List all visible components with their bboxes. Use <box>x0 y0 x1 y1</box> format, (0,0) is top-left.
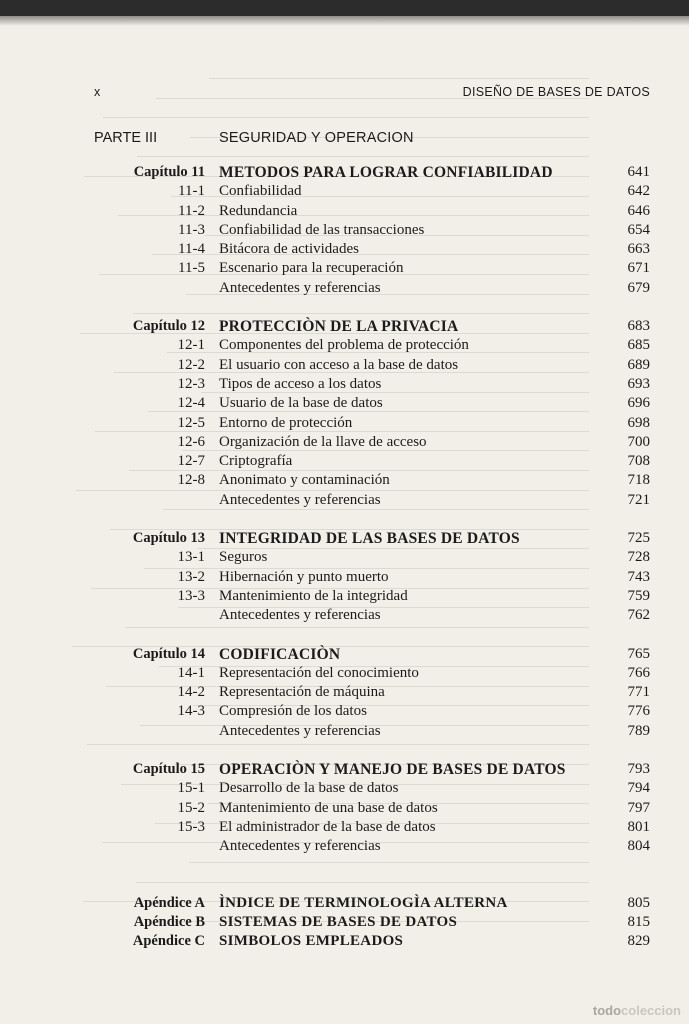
section-entry-page: 671 <box>627 260 650 277</box>
running-header <box>94 85 650 103</box>
page-number: x <box>94 85 101 99</box>
section-entry-label: 13-1 <box>177 549 205 566</box>
section-entry <box>0 433 689 452</box>
running-title: DISEÑO DE BASES DE DATOS <box>462 85 650 99</box>
section-entry <box>0 568 689 587</box>
chapter-heading-label: Capítulo 14 <box>132 645 205 662</box>
section-entry-page: 789 <box>627 722 650 739</box>
section-entry-title: El administrador de la base de datos <box>219 818 436 835</box>
part-heading <box>94 130 654 152</box>
section-entry-title: Criptografía <box>219 453 293 470</box>
chapter-heading-page: 683 <box>627 318 650 335</box>
section-entry-label: 15-3 <box>177 818 205 835</box>
section-entry-title: Seguros <box>219 549 268 566</box>
section-entry-label: 11-5 <box>178 260 205 277</box>
section-entry <box>0 779 689 798</box>
section-entry-label: 14-3 <box>177 703 205 720</box>
section-entry-title: Desarrollo de la base de datos <box>219 780 399 797</box>
appendix-entry-label: Apéndice C <box>132 933 205 950</box>
scan-top-shadow <box>0 16 689 26</box>
section-entry <box>0 336 689 355</box>
spacer <box>0 510 689 529</box>
section-entry-label: 11-2 <box>178 202 205 219</box>
chapter-heading-label: Capítulo 11 <box>133 164 205 180</box>
appendix-entry-title: ÌNDICE DE TERMINOLOGÌA ALTERNA <box>219 894 508 911</box>
section-entry-title: Redundancia <box>219 202 298 219</box>
appendix-entry-label: Apéndice A <box>133 894 205 911</box>
chapter-heading-page: 725 <box>627 530 650 547</box>
section-entry-page: 700 <box>627 433 650 450</box>
section-entry-label: 12-3 <box>177 375 205 392</box>
section-entry-title: Antecedentes y referencias <box>219 607 381 624</box>
bleed-line <box>137 156 589 157</box>
section-entry-page: 718 <box>627 472 650 489</box>
section-entry-page: 708 <box>627 453 650 470</box>
section-entry-label: 15-1 <box>177 780 205 797</box>
section-entry-title: Confiabilidad de las transacciones <box>219 221 425 238</box>
section-entry-title: Representación del conocimiento <box>219 664 419 681</box>
section-entry <box>0 414 689 433</box>
section-entry-page: 797 <box>627 799 650 816</box>
section-entry <box>0 356 689 375</box>
chapter-heading <box>0 760 689 779</box>
watermark-logo-part-b: coleccion <box>621 1003 681 1018</box>
chapter-heading-page: 765 <box>627 645 650 662</box>
section-entry <box>0 491 689 510</box>
appendix-entry-label: Apéndice B <box>133 913 205 930</box>
section-entry-page: 759 <box>627 587 650 604</box>
section-entry-title: Hibernación y punto muerto <box>219 568 389 585</box>
section-entry <box>0 837 689 856</box>
section-entry-page: 762 <box>627 607 650 624</box>
chapter-heading <box>0 645 689 664</box>
section-entry-label: 11-1 <box>178 183 205 200</box>
section-entry <box>0 279 689 298</box>
section-entry-page: 801 <box>627 818 650 835</box>
chapter-heading-label: Capítulo 15 <box>132 761 205 778</box>
scan-top-edge <box>0 0 689 16</box>
spacer <box>0 741 689 760</box>
appendix-entry-page: 815 <box>627 913 650 930</box>
section-entry-title: El usuario con acceso a la base de datos <box>219 356 459 373</box>
section-entry <box>0 722 689 741</box>
section-entry-label: 13-2 <box>177 568 205 585</box>
section-entry <box>0 259 689 278</box>
chapter-heading-label: Capítulo 13 <box>132 530 205 547</box>
chapter-heading <box>0 317 689 336</box>
watermark <box>593 1003 681 1018</box>
section-entry-page: 654 <box>627 221 650 238</box>
section-entry-title: Entorno de protección <box>219 414 353 431</box>
section-entry-page: 685 <box>627 337 650 354</box>
section-entry-title: Representación de máquina <box>219 684 385 701</box>
watermark-logo-part-a: todo <box>592 1003 622 1018</box>
chapter-heading-title: INTEGRIDAD DE LAS BASES DE DATOS <box>219 530 520 548</box>
appendix-entry-title: SISTEMAS DE BASES DE DATOS <box>219 913 458 930</box>
section-entry <box>0 606 689 625</box>
section-entry-label: 11-3 <box>178 221 205 238</box>
section-entry <box>0 240 689 259</box>
section-entry <box>0 818 689 837</box>
section-entry <box>0 587 689 606</box>
section-entry-page: 771 <box>627 684 650 701</box>
section-entry-title: Compresión de los datos <box>219 703 367 720</box>
section-entry-page: 646 <box>627 202 650 219</box>
part-title: SEGURIDAD Y OPERACION <box>219 130 414 146</box>
spacer <box>0 298 689 317</box>
section-entry-title: Bitácora de actividades <box>219 241 359 258</box>
section-entry-label: 14-1 <box>177 664 205 681</box>
chapter-heading-label: Capítulo 12 <box>132 318 205 335</box>
section-entry-label: 12-2 <box>177 356 205 373</box>
section-entry-label: 12-8 <box>177 472 205 489</box>
section-entry-label: 14-2 <box>177 684 205 701</box>
section-entry-title: Mantenimiento de una base de datos <box>219 799 438 816</box>
section-entry-label: 15-2 <box>177 799 205 816</box>
section-entry <box>0 664 689 683</box>
section-entry-page: 698 <box>627 414 650 431</box>
section-entry-title: Organización de la llave de acceso <box>219 433 427 450</box>
chapter-heading <box>0 529 689 548</box>
section-entry <box>0 394 689 413</box>
section-entry-page: 689 <box>627 356 650 373</box>
section-entry-label: 12-5 <box>177 414 205 431</box>
section-entry <box>0 683 689 702</box>
section-entry-title: Componentes del problema de protección <box>219 337 469 354</box>
part-number: PARTE III <box>94 130 158 146</box>
chapter-heading-page: 793 <box>627 761 650 778</box>
section-entry-page: 721 <box>627 491 650 508</box>
section-entry-title: Antecedentes y referencias <box>219 279 381 296</box>
appendix-entry-title: SIMBOLOS EMPLEADOS <box>219 933 404 950</box>
appendix-entry <box>0 932 689 951</box>
section-entry <box>0 221 689 240</box>
appendix-entry-page: 805 <box>627 894 650 911</box>
chapter-heading-title: CODIFICACIÒN <box>219 645 341 663</box>
section-entry-page: 794 <box>627 780 650 797</box>
section-entry <box>0 471 689 490</box>
section-entry-title: Mantenimiento de la integridad <box>219 587 408 604</box>
section-entry-title: Confiabilidad <box>219 183 302 200</box>
section-entry-title: Tipos de acceso a los datos <box>219 375 382 392</box>
section-entry-title: Antecedentes y referencias <box>219 491 381 508</box>
section-entry-page: 804 <box>627 838 650 855</box>
section-entry-title: Antecedentes y referencias <box>219 838 381 855</box>
section-entry-label: 12-6 <box>177 433 205 450</box>
section-entry-page: 693 <box>627 375 650 392</box>
section-entry-title: Anonimato y contaminación <box>219 472 390 489</box>
section-entry-label: 12-1 <box>177 337 205 354</box>
section-entry <box>0 182 689 201</box>
section-entry <box>0 202 689 221</box>
section-entry-label: 13-3 <box>177 587 205 604</box>
section-entry-page: 776 <box>627 703 650 720</box>
appendix-entry-page: 829 <box>627 933 650 950</box>
section-entry <box>0 452 689 471</box>
section-entry-title: Escenario para la recuperación <box>219 260 404 277</box>
chapter-heading <box>0 163 689 182</box>
spacer <box>0 857 689 894</box>
section-entry <box>0 702 689 721</box>
section-entry-page: 743 <box>627 568 650 585</box>
chapter-heading-title: OPERACIÒN Y MANEJO DE BASES DE DATOS <box>219 761 566 779</box>
chapter-heading-title: PROTECCIÒN DE LA PRIVACIA <box>219 318 459 336</box>
section-entry-label: 12-7 <box>177 453 205 470</box>
section-entry-title: Antecedentes y referencias <box>219 722 381 739</box>
section-entry-label: 12-4 <box>177 395 205 412</box>
section-entry <box>0 548 689 567</box>
section-entry-label: 11-4 <box>178 241 205 258</box>
section-entry-page: 766 <box>627 664 650 681</box>
spacer <box>0 626 689 645</box>
appendix-entry <box>0 913 689 932</box>
table-of-contents <box>0 163 689 951</box>
section-entry-title: Usuario de la base de datos <box>219 395 383 412</box>
section-entry-page: 679 <box>627 279 650 296</box>
section-entry-page: 663 <box>627 241 650 258</box>
bleed-line <box>209 78 589 79</box>
section-entry-page: 696 <box>627 395 650 412</box>
bleed-line <box>103 117 589 118</box>
section-entry <box>0 375 689 394</box>
chapter-heading-title: METODOS PARA LOGRAR CONFIABILIDAD <box>219 164 553 181</box>
section-entry-page: 728 <box>627 549 650 566</box>
section-entry-page: 642 <box>627 183 650 200</box>
appendix-entry <box>0 894 689 913</box>
chapter-heading-page: 641 <box>627 164 650 180</box>
section-entry <box>0 799 689 818</box>
